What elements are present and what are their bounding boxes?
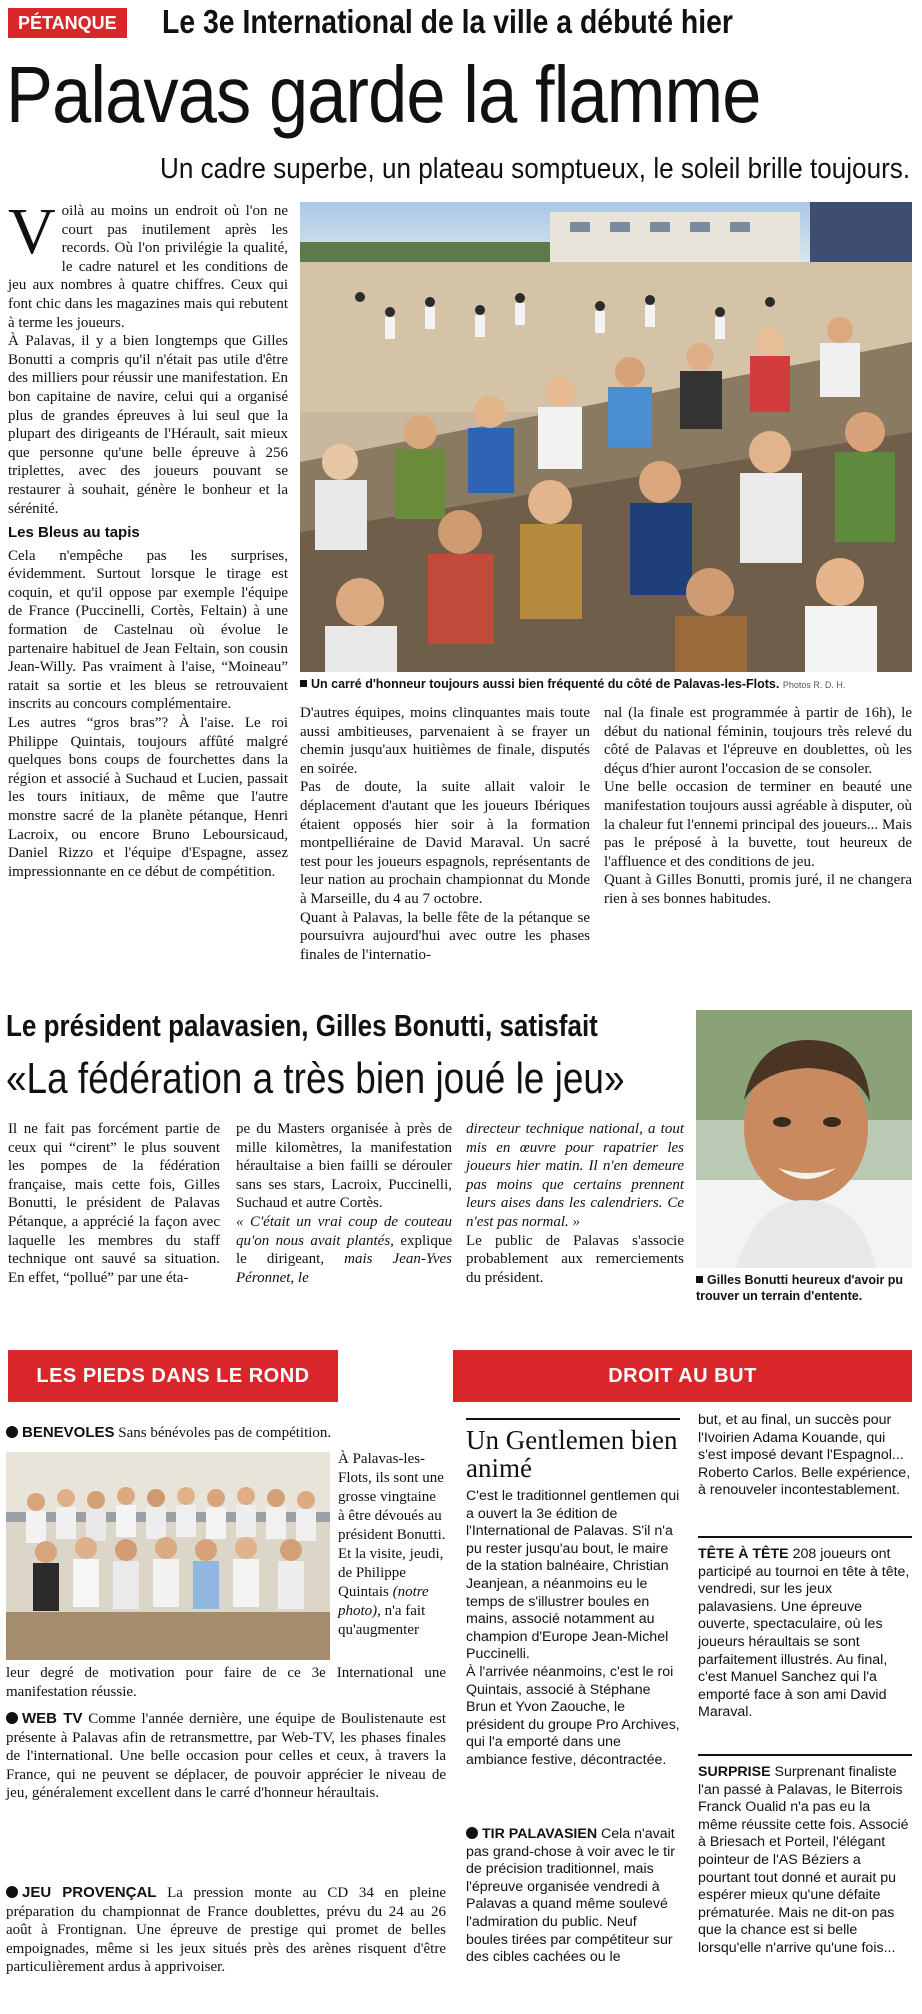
quote-text: directeur technique national, a tout mis en œuvre pour rapatrier les joueurs hier matin. Il n'en demeure pas moins que certains prennent leurs aises dans les calendriers. Ce n'est pas normal. » xyxy=(466,1121,684,1230)
paragraph: Il ne fait pas forcément partie de ceux qui “cirent” le plus souvent les pompes de la fédération française, mais cette fois, Gilles Bonutti, le président de Palavas Pétanque, a apprécié la façon avec laquelle les membres du staff technique ont sauvé sa situation. En effet, “pollué” par une éta- xyxy=(8,1121,220,1286)
paragraph: Le public de Palavas s'associe probablement aux remerciements du président. xyxy=(466,1232,684,1286)
right-top-text xyxy=(698,1412,912,1500)
portrait-caption xyxy=(696,1272,912,1304)
paragraph: Quant à Gilles Bonutti, promis juré, il ne changera rien à ses bonnes habitudes. xyxy=(604,872,912,907)
paragraph: Une belle occasion de terminer en beauté une manifestation toujours aussi agréable à disputer, où la chaleur fut l'ennemi principal des joueurs... Mais pas le préposé à la buvette, tout heureux de l'affluence et des conditions de jeu. xyxy=(604,779,912,870)
benevoles-lead xyxy=(6,1424,446,1443)
divider xyxy=(698,1536,912,1538)
benevoles-side-text xyxy=(338,1450,446,1640)
gentlemen-title: Un Gentlemen bien animé xyxy=(466,1425,678,1483)
paragraph: Cela n'empêche pas les surprises, évidemment. Surtout lorsque le tirage est coquin, et qu'il oppose par exemple l'équipe de France (Puccinelli, Cortès, Feltain) à une formation de Castelnau où évolue le partenaire habituel de Jean Feltain, son cousin Jean-Willy. Pas vraiment à l'aise, “Moineau” ratait sa sortie et les bleus se retrouvaient inscrits au concours complémentaire. xyxy=(8,547,288,713)
item-tag: TIR PALAVASIEN xyxy=(482,1826,598,1842)
paragraph: Comme l'année dernière, une équipe de Boulistenaute est présente à Palavas afin de retransmettre, par Web-TV, les phases finales de l'international. Une belle occasion pour celles et ceux, à travers la France, qui ne peuvent se déplacer, de pouvoir apprécier le niveau de jeu, généralement excellent dans le carré d'honneur héraultais. xyxy=(6,1711,446,1802)
photo-credit: Photos R. D. H. xyxy=(782,680,846,690)
kicker-headline: Le 3e International de la ville a débuté hier xyxy=(162,3,733,40)
paragraph: C'est le traditionnel gentlemen qui a ouvert la 3e édition de l'International de Palavas. S'il n'a pu rester jusqu'au bout, le maire de la station balnéaire, Christian Jeanjean, a néanmoins eu le temps de s'illustrer boules en mains, associé notamment au champion d'Europe Jean-Michel Puccinelli. xyxy=(466,1488,680,1663)
surprise-item xyxy=(698,1764,912,1958)
bullet-icon xyxy=(6,1712,18,1724)
volunteers-photo xyxy=(6,1452,330,1660)
section-banner-pieds: LES PIEDS DANS LE ROND xyxy=(8,1350,338,1402)
intro-paragraph: oilà au moins un endroit où l'on ne court pas inutilement après les records. Où l'on privilégie la qualité, le cadre naturel et les conditions de jeu aux nombres à quatre chiffres. Ceux qui font chic dans les magazines mais qui rebutent à terme les joueurs. xyxy=(8,203,288,331)
bullet-icon xyxy=(6,1886,18,1898)
paragraph: explique le dirigeant, xyxy=(236,1232,453,1268)
paragraph: , n'a fait qu'augmenter xyxy=(338,1603,426,1638)
item-tag: SURPRISE xyxy=(698,1764,771,1780)
article-column-2 xyxy=(300,704,590,964)
bullet-icon xyxy=(466,1827,478,1839)
item-tag: TÊTE À TÊTE xyxy=(698,1546,789,1562)
paragraph: À Palavas, il y a bien longtemps que Gilles Bonutti a compris qu'il n'était pas utile d'être des milliers pour réussir une manifestation. En bon capitaine de navire, celui qui a organisé plus de grandes épreuves à lui seul que la plupart des dirigeants de l'Hérault, sait mieux que personne qu'une belle épreuve à 256 triplettes, avec des joueurs pouvant se restaurer à souhait, génère le bonheur et la sérénité. xyxy=(8,333,288,517)
crowd-photo xyxy=(300,202,912,672)
paragraph: La pression monte au CD 34 en pleine préparation du championnat de France doublettes, prévu du 24 au 26 août à Frontignan. Une épreuve de prestige qui promet de belles empoignades, même si les jeux situés près des arènes risquent d'être particulièrement ardus à apprivoiser. xyxy=(6,1885,446,1976)
intertitle: Les Bleus au tapis xyxy=(8,524,140,542)
caption-text: Un carré d'honneur toujours aussi bien fréquenté du côté de Palavas-les-Flots. xyxy=(311,677,780,691)
interview-column-2 xyxy=(236,1120,452,1287)
bullet-icon xyxy=(6,1426,18,1438)
paragraph: Quant à Palavas, la belle fête de la pétanque se poursuivra aujourd'hui avec outre les phases finales de l'internatio- xyxy=(300,909,590,963)
webtv-item xyxy=(6,1710,446,1803)
quote-text: mais Jean-Yves Péronnet, le xyxy=(236,1251,452,1286)
interview-column-3 xyxy=(466,1120,684,1287)
interview-column-1 xyxy=(8,1120,220,1287)
interview-quote-headline: «La fédération a très bien joué le jeu» xyxy=(6,1054,625,1103)
tete-item xyxy=(698,1546,912,1722)
paragraph: pe du Masters organisée à près de mille kilomètres, la manifestation héraultaise a bien failli se dérouler sans ses stars, Lacroix, Puccinelli, Suchaud et autre Cortès. xyxy=(236,1121,452,1212)
paragraph: Les autres “gros bras”? À l'aise. Le roi Philippe Quintais, toujours affûté malgré quelques bons coups de fourchettes dans la région et associé à Suchaud et Lucien, passait les tours initiaux, de même que l'autre monstre sacré de la planète pétanque, Henri Lacroix, ou encore Bruno Leboursicaud, Daniel Rizzo et l'équipe d'Espagne, assez impressionnante en ce début de compétition. xyxy=(8,715,288,880)
item-tag: WEB TV xyxy=(22,1710,83,1727)
section-tag: PÉTANQUE xyxy=(8,8,127,38)
paragraph: Cela n'avait pas grand-chose à voir avec le tir de précision traditionnel, mais l'épreuve organisée vendredi à Palavas a quand même soulevé l'admiration du public. Neuf boules tirées par compétiteur sur des cibles cachées ou le xyxy=(466,1826,675,1966)
item-tag: BENEVOLES xyxy=(22,1424,115,1441)
item-tag: JEU PROVENÇAL xyxy=(22,1884,157,1901)
article-column-1 xyxy=(8,195,288,881)
paragraph: D'autres équipes, moins clinquantes mais toute aussi ambitieuses, parvenaient à se frayer un chemin jusqu'aux huitièmes de finale, disputés en soirée. xyxy=(300,705,590,777)
paragraph: À Palavas-les-Flots, ils sont une grosse vingtaine à être dévoués au président Bonutti. Et la visite, jeudi, de Philippe Quintais xyxy=(338,1451,446,1600)
tir-item xyxy=(466,1826,680,1967)
caption-text: Gilles Bonutti heureux d'avoir pu trouver un terrain d'entente. xyxy=(696,1273,904,1303)
portrait-photo xyxy=(696,1010,912,1268)
italic-text: (notre photo) xyxy=(338,1584,429,1619)
caption-square-icon xyxy=(696,1276,703,1283)
article-column-3 xyxy=(604,704,912,909)
subheadline: Un cadre superbe, un plateau somptueux, le soleil brille toujours. xyxy=(160,153,911,185)
provencal-item xyxy=(6,1884,446,1977)
paragraph: but, et au final, un succès pour l'Ivoirien Adama Kouande, qui s'est imposé devant l'Espagnol... Roberto Carlos. Belle expérience, à renouveler incontestablement. xyxy=(698,1412,911,1499)
photo-caption xyxy=(300,676,912,693)
caption-square-icon xyxy=(300,680,307,687)
paragraph: 208 joueurs ont participé au tournoi en tête à tête, vendredi, sur les jeux palavasiens. Une épreuve ouverte, spectaculaire, où les joueurs héraultais se sont parfaitement illustrés. Au final, c'est Manuel Sanchez qui l'a emporté face à son ami David Maraval. xyxy=(698,1546,910,1721)
paragraph: nal (la finale est programmée à partir de 16h), le début du national féminin, toujours très relevé du côté de Palavas et l'épreuve en doublettes, où les déçus d'hier auront l'occasion de se consoler. xyxy=(604,705,912,777)
gentlemen-text xyxy=(466,1488,680,1770)
paragraph: Sans bénévoles pas de compétition. xyxy=(118,1425,332,1441)
paragraph: Surprenant finaliste l'an passé à Palavas, le Biterrois Franck Oualid n'a pas eu la même réussite cette fois. Associé à Briesach et Porteil, l'élégant pointeur de l'AS Béziers a pourtant tout donné et aurait pu espérer mieux qu'une défaite prématurée. Mais ne dit-on pas que la chance est si belle lorsqu'elle n'arrive qu'une fois... xyxy=(698,1764,909,1956)
main-headline: Palavas garde la flamme xyxy=(6,50,761,139)
quote-text: « C'était un vrai coup de couteau qu'on nous avait plantés, xyxy=(236,1213,452,1249)
drop-cap: V xyxy=(8,195,56,268)
paragraph: leur degré de motivation pour faire de ce 3e International une manifestation réussie. xyxy=(6,1665,446,1700)
divider xyxy=(698,1754,912,1756)
paragraph: À l'arrivée néanmoins, c'est le roi Quintais, associé à Stéphane Brun et Yvon Zaouche, le président du groupe Pro Archives, qui l'a emporté dans une ambiance festive, décontractée. xyxy=(466,1663,680,1768)
interview-title: Le président palavasien, Gilles Bonutti, satisfait xyxy=(6,1008,598,1043)
benevoles-end xyxy=(6,1664,446,1701)
section-banner-droit: DROIT AU BUT xyxy=(453,1350,912,1402)
divider xyxy=(466,1418,680,1420)
paragraph: Pas de doute, la suite allait valoir le déplacement d'autant que les joueurs Ibériques étaient opposés hier soir à la formation montpelliéraine de David Maraval. Un sacré test pour les joueurs espagnols, représentants de leur nation au prochain championnat du Monde à Marseille, du 4 au 7 octobre. xyxy=(300,779,590,907)
